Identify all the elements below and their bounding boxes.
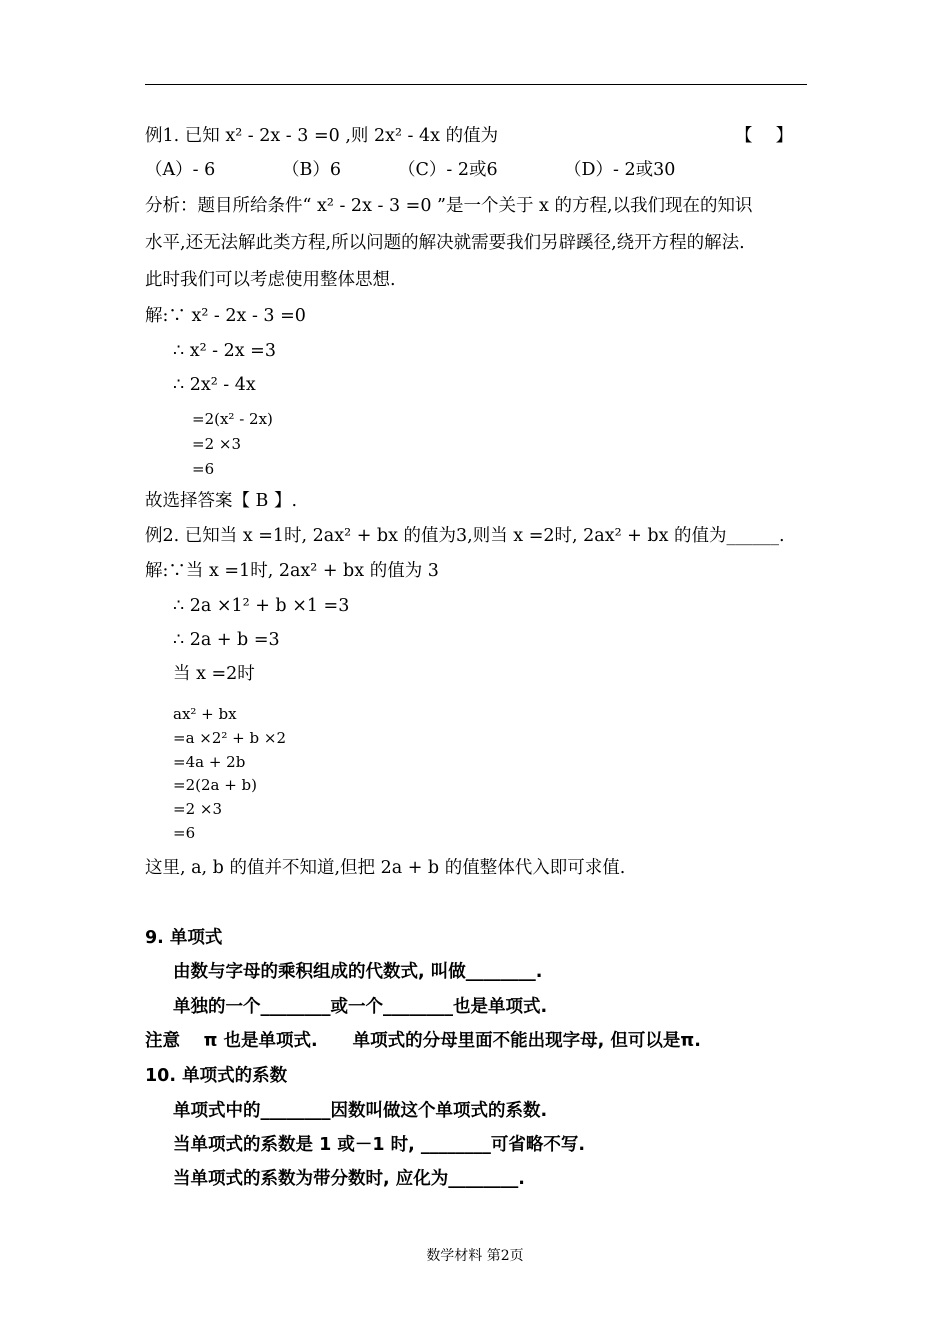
solution2-line-9: =2 ×3 [173,800,222,818]
section10-line-1: 单项式中的________因数叫做这个单项式的系数. [173,1101,548,1121]
option-c: （C）- 2或6 [398,160,498,180]
solution1-line-2: ∴ x² - 2x =3 [173,341,276,361]
example2-conclusion: 这里, a, b 的值并不知道,但把 2a + b 的值整体代入即可求值. [145,858,626,878]
solution2-line-2: ∴ 2a ×1² + b ×1 =3 [173,596,350,616]
page-footer: 数学材料 第2页 [426,1248,524,1264]
header-rule [145,84,807,85]
example1-answer: 故选择答案【 B 】. [145,491,298,511]
solution1-line-4: =2(x² - 2x) [192,410,273,428]
section9-line-1: 由数与字母的乘积组成的代数式, 叫做________. [173,962,543,982]
section10-title: 10. 单项式的系数 [145,1066,288,1086]
section9-title: 9. 单项式 [145,928,223,948]
analysis-line-3: 此时我们可以考虑使用整体思想. [145,270,396,290]
solution1-line-6: =6 [192,460,215,478]
section9-note: 注意 π 也是单项式. 单项式的分母里面不能出现字母, 但可以是π. [145,1031,701,1051]
solution2-line-10: =6 [173,824,196,842]
option-d: （D）- 2或30 [564,160,676,180]
analysis-line-1: 分析：题目所给条件“ x² - 2x - 3 =0 ”是一个关于 x 的方程,以我们现在的知识 [145,196,753,216]
solution2-line-1: 解:∵当 x =1时, 2ax² + bx 的值为 3 [145,561,439,581]
solution2-line-8: =2(2a + b) [173,776,258,794]
solution1-line-3: ∴ 2x² - 4x [173,375,256,395]
analysis-line-2: 水平,还无法解此类方程,所以问题的解决就需要我们另辟蹊径,绕开方程的解法. [145,233,745,253]
section10-line-2: 当单项式的系数是 1 或－1 时, ________可省略不写. [173,1135,586,1155]
solution2-line-6: =a ×2² + b ×2 [173,729,286,747]
solution2-line-7: =4a + 2b [173,753,246,771]
option-a: （A）- 6 [145,160,216,180]
section10-line-3: 当单项式的系数为带分数时, 应化为________. [173,1169,525,1189]
section9-line-2: 单独的一个________或一个________也是单项式. [173,997,548,1017]
example1-question: 例1. 已知 x² - 2x - 3 =0 ,则 2x² - 4x 的值为 [145,126,499,146]
solution1-line-1: 解:∵ x² - 2x - 3 =0 [145,306,306,326]
example2-question: 例2. 已知当 x =1时, 2ax² + bx 的值为3,则当 x =2时, 2ax² + bx 的值为______. [145,526,785,546]
solution1-line-5: =2 ×3 [192,435,241,453]
answer-bracket: 【 】 [735,126,794,146]
solution2-line-5: ax² + bx [173,705,237,723]
solution2-line-4: 当 x =2时 [173,664,255,684]
option-b: （B）6 [282,160,341,180]
solution2-line-3: ∴ 2a + b =3 [173,630,280,650]
